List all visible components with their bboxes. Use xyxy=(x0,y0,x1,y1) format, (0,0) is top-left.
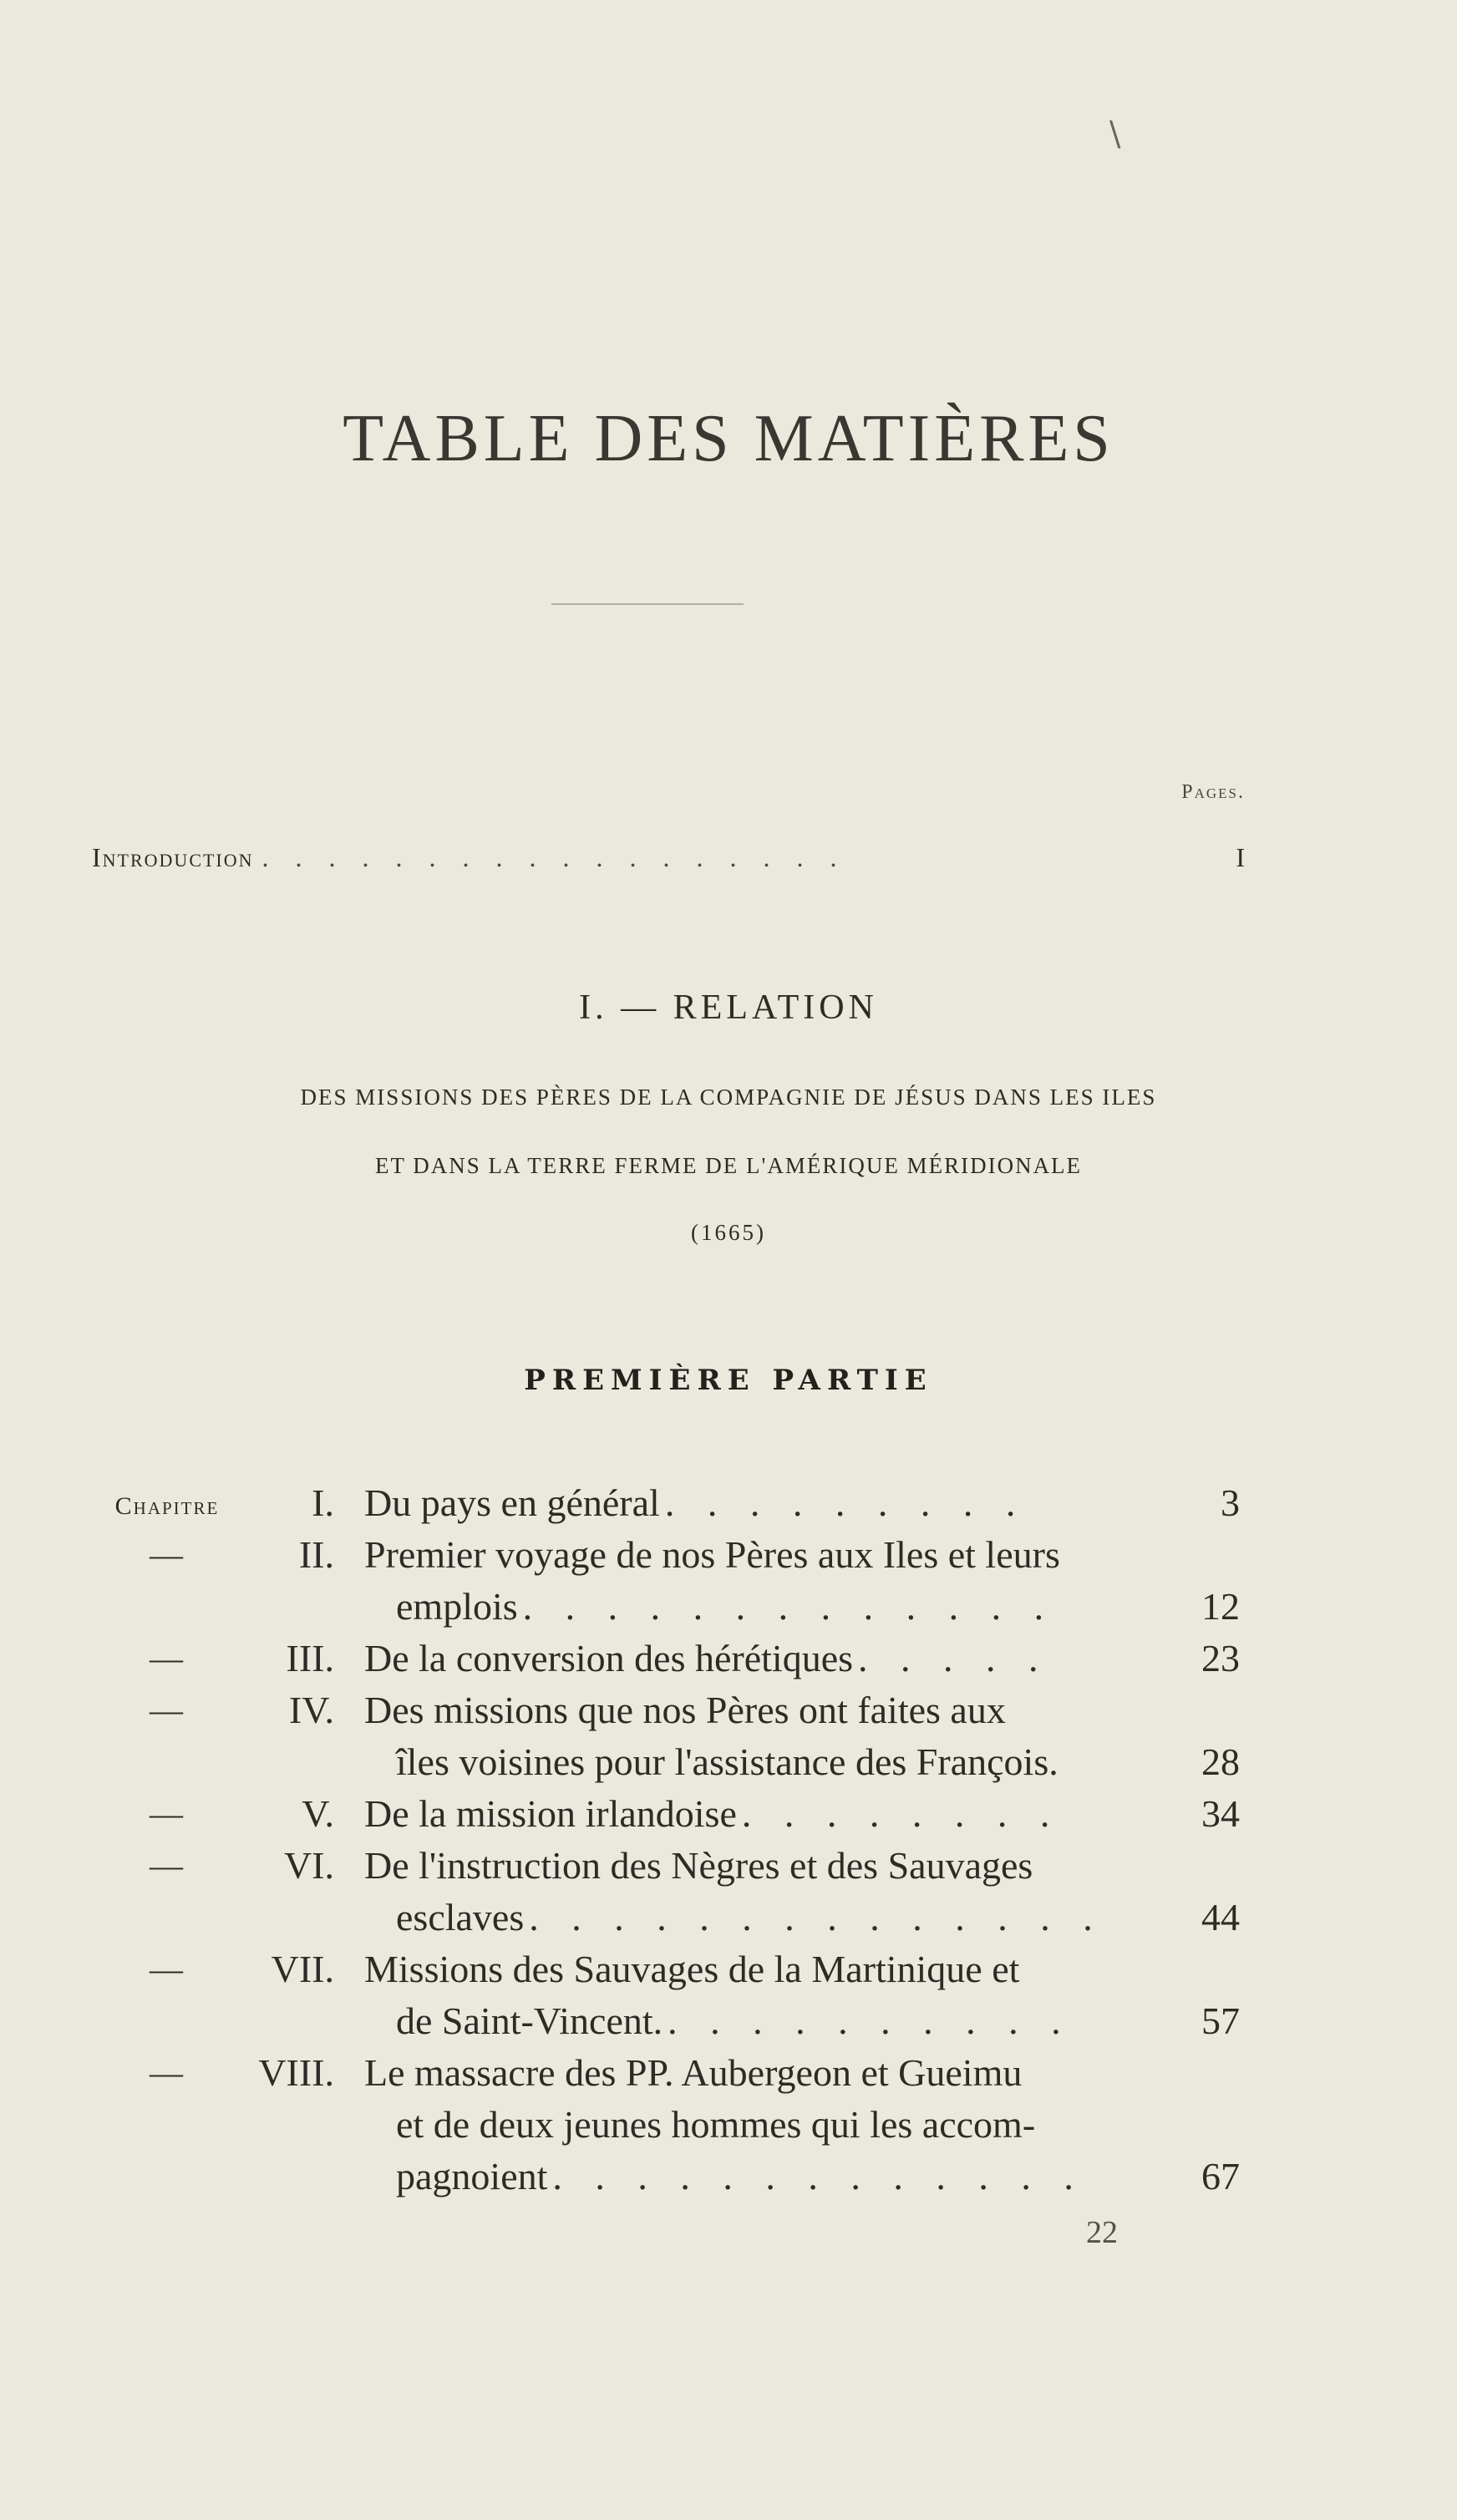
section-date: (1665) xyxy=(691,1220,766,1245)
chapter-entry xyxy=(0,1788,1457,1840)
leader-dots: . . . . . . . . . . . . . xyxy=(522,1585,1056,1628)
chapter-prefix: — xyxy=(150,1847,185,1884)
chapter-title-line: Premier voyage de nos Pères aux Iles et leurs xyxy=(364,1533,1060,1576)
chapter-title-last-line xyxy=(0,1581,1240,1633)
chapter-number: VIII. xyxy=(258,2051,334,2094)
signature-mark: 22 xyxy=(1086,2215,1118,2250)
leader-dots: . . . . . . . . . . . . . . . . . . xyxy=(261,842,847,872)
chapter-number: II. xyxy=(298,1533,334,1576)
chapter-title-line: Le massacre des PP. Aubergeon et Gueimu xyxy=(364,2051,1023,2094)
chapter-number: VII. xyxy=(271,1948,334,1990)
chapter-prefix: — xyxy=(150,1691,185,1729)
corner-mark: \ xyxy=(1109,115,1121,154)
chapter-entry xyxy=(0,1684,1457,1788)
chapter-prefix: Chapitre xyxy=(114,1492,220,1520)
section-subtitle-line2: ET DANS LA TERRE FERME DE L'AMÉRIQUE MÉRIDIONALE xyxy=(374,1153,1083,1178)
chapter-number: I. xyxy=(312,1481,334,1524)
chapter-page-number: 67 xyxy=(1201,2155,1240,2197)
title-rule xyxy=(551,603,744,605)
chapter-page-number: 3 xyxy=(1221,1481,1240,1524)
leader-dots: . . . . . . . . . . xyxy=(668,1999,1073,2042)
chapter-page-number: 23 xyxy=(1201,1637,1240,1679)
chapter-number: V. xyxy=(302,1792,334,1835)
chapter-number: IV. xyxy=(288,1689,334,1731)
chapter-title-last-line xyxy=(0,1736,1240,1788)
chapter-title-text: îles voisines pour l'assistance des François. xyxy=(396,1740,1058,1783)
section-subtitle-line1: DES MISSIONS DES PÈRES DE LA COMPAGNIE DE JÉSUS DANS LES ILES xyxy=(300,1085,1157,1110)
leader-dots: . . . . . xyxy=(858,1637,1050,1679)
chapter-page-number: 28 xyxy=(1201,1740,1240,1783)
chapter-entry xyxy=(0,2047,1457,2202)
chapter-entry xyxy=(0,1943,1457,2047)
introduction-page: I xyxy=(1236,842,1245,872)
introduction-entry xyxy=(92,842,1245,873)
pages-column-label: Pages. xyxy=(1181,781,1245,803)
chapter-entry xyxy=(0,1840,1457,1943)
leader-dots: . . . . . . . . . xyxy=(664,1481,1028,1524)
chapter-title-line: Missions des Sauvages de la Martinique et xyxy=(364,1948,1020,1990)
chapter-title-text: De la mission irlandoise xyxy=(364,1792,737,1835)
chapter-page-number: 34 xyxy=(1201,1792,1240,1835)
chapter-title-line: Des missions que nos Pères ont faites aux xyxy=(364,1689,1006,1731)
chapter-title-last-line xyxy=(0,2151,1240,2202)
chapter-list xyxy=(0,1477,1457,2202)
chapter-title-text: pagnoient xyxy=(396,2155,548,2197)
chapter-title-last-line xyxy=(0,1995,1240,2047)
chapter-title-line: De l'instruction des Nègres et des Sauvages xyxy=(364,1844,1033,1887)
chapter-number: III. xyxy=(286,1637,334,1679)
chapter-page-number: 12 xyxy=(1201,1585,1240,1628)
introduction-label: Introduction xyxy=(92,842,254,872)
chapter-entry xyxy=(0,1633,1457,1684)
chapter-prefix: — xyxy=(150,1795,185,1832)
leader-dots: . . . . . . . . . . . . . . xyxy=(529,1896,1104,1938)
chapter-entry xyxy=(0,1529,1457,1633)
chapter-entry xyxy=(0,1477,1457,1529)
leader-dots: . . . . . . . . . . . . . xyxy=(552,2155,1085,2197)
chapter-title-text: Du pays en général xyxy=(364,1481,660,1524)
part-title: PREMIÈRE PARTIE xyxy=(524,1364,933,1397)
chapter-prefix: — xyxy=(150,1536,185,1573)
chapter-number: VI. xyxy=(283,1844,334,1887)
chapter-page-number: 57 xyxy=(1201,1999,1240,2042)
chapter-title-text: de Saint-Vincent. xyxy=(396,1999,663,2042)
leader-dots: . . . . . . . . xyxy=(741,1792,1062,1835)
chapter-page-number: 44 xyxy=(1201,1896,1240,1938)
chapter-prefix: — xyxy=(150,1950,185,1988)
section-title: I. — RELATION xyxy=(579,988,878,1027)
page-title: TABLE DES MATIÈRES xyxy=(343,402,1114,475)
chapter-prefix: — xyxy=(150,2054,185,2091)
chapter-title-text: esclaves xyxy=(396,1896,525,1938)
chapter-title-line: et de deux jeunes hommes qui les accom- xyxy=(396,2103,1036,2146)
chapter-prefix: — xyxy=(150,1639,185,1677)
chapter-title-text: De la conversion des hérétiques xyxy=(364,1637,854,1679)
chapter-title-text: emplois xyxy=(396,1585,518,1628)
chapter-title-last-line xyxy=(0,1892,1240,1943)
